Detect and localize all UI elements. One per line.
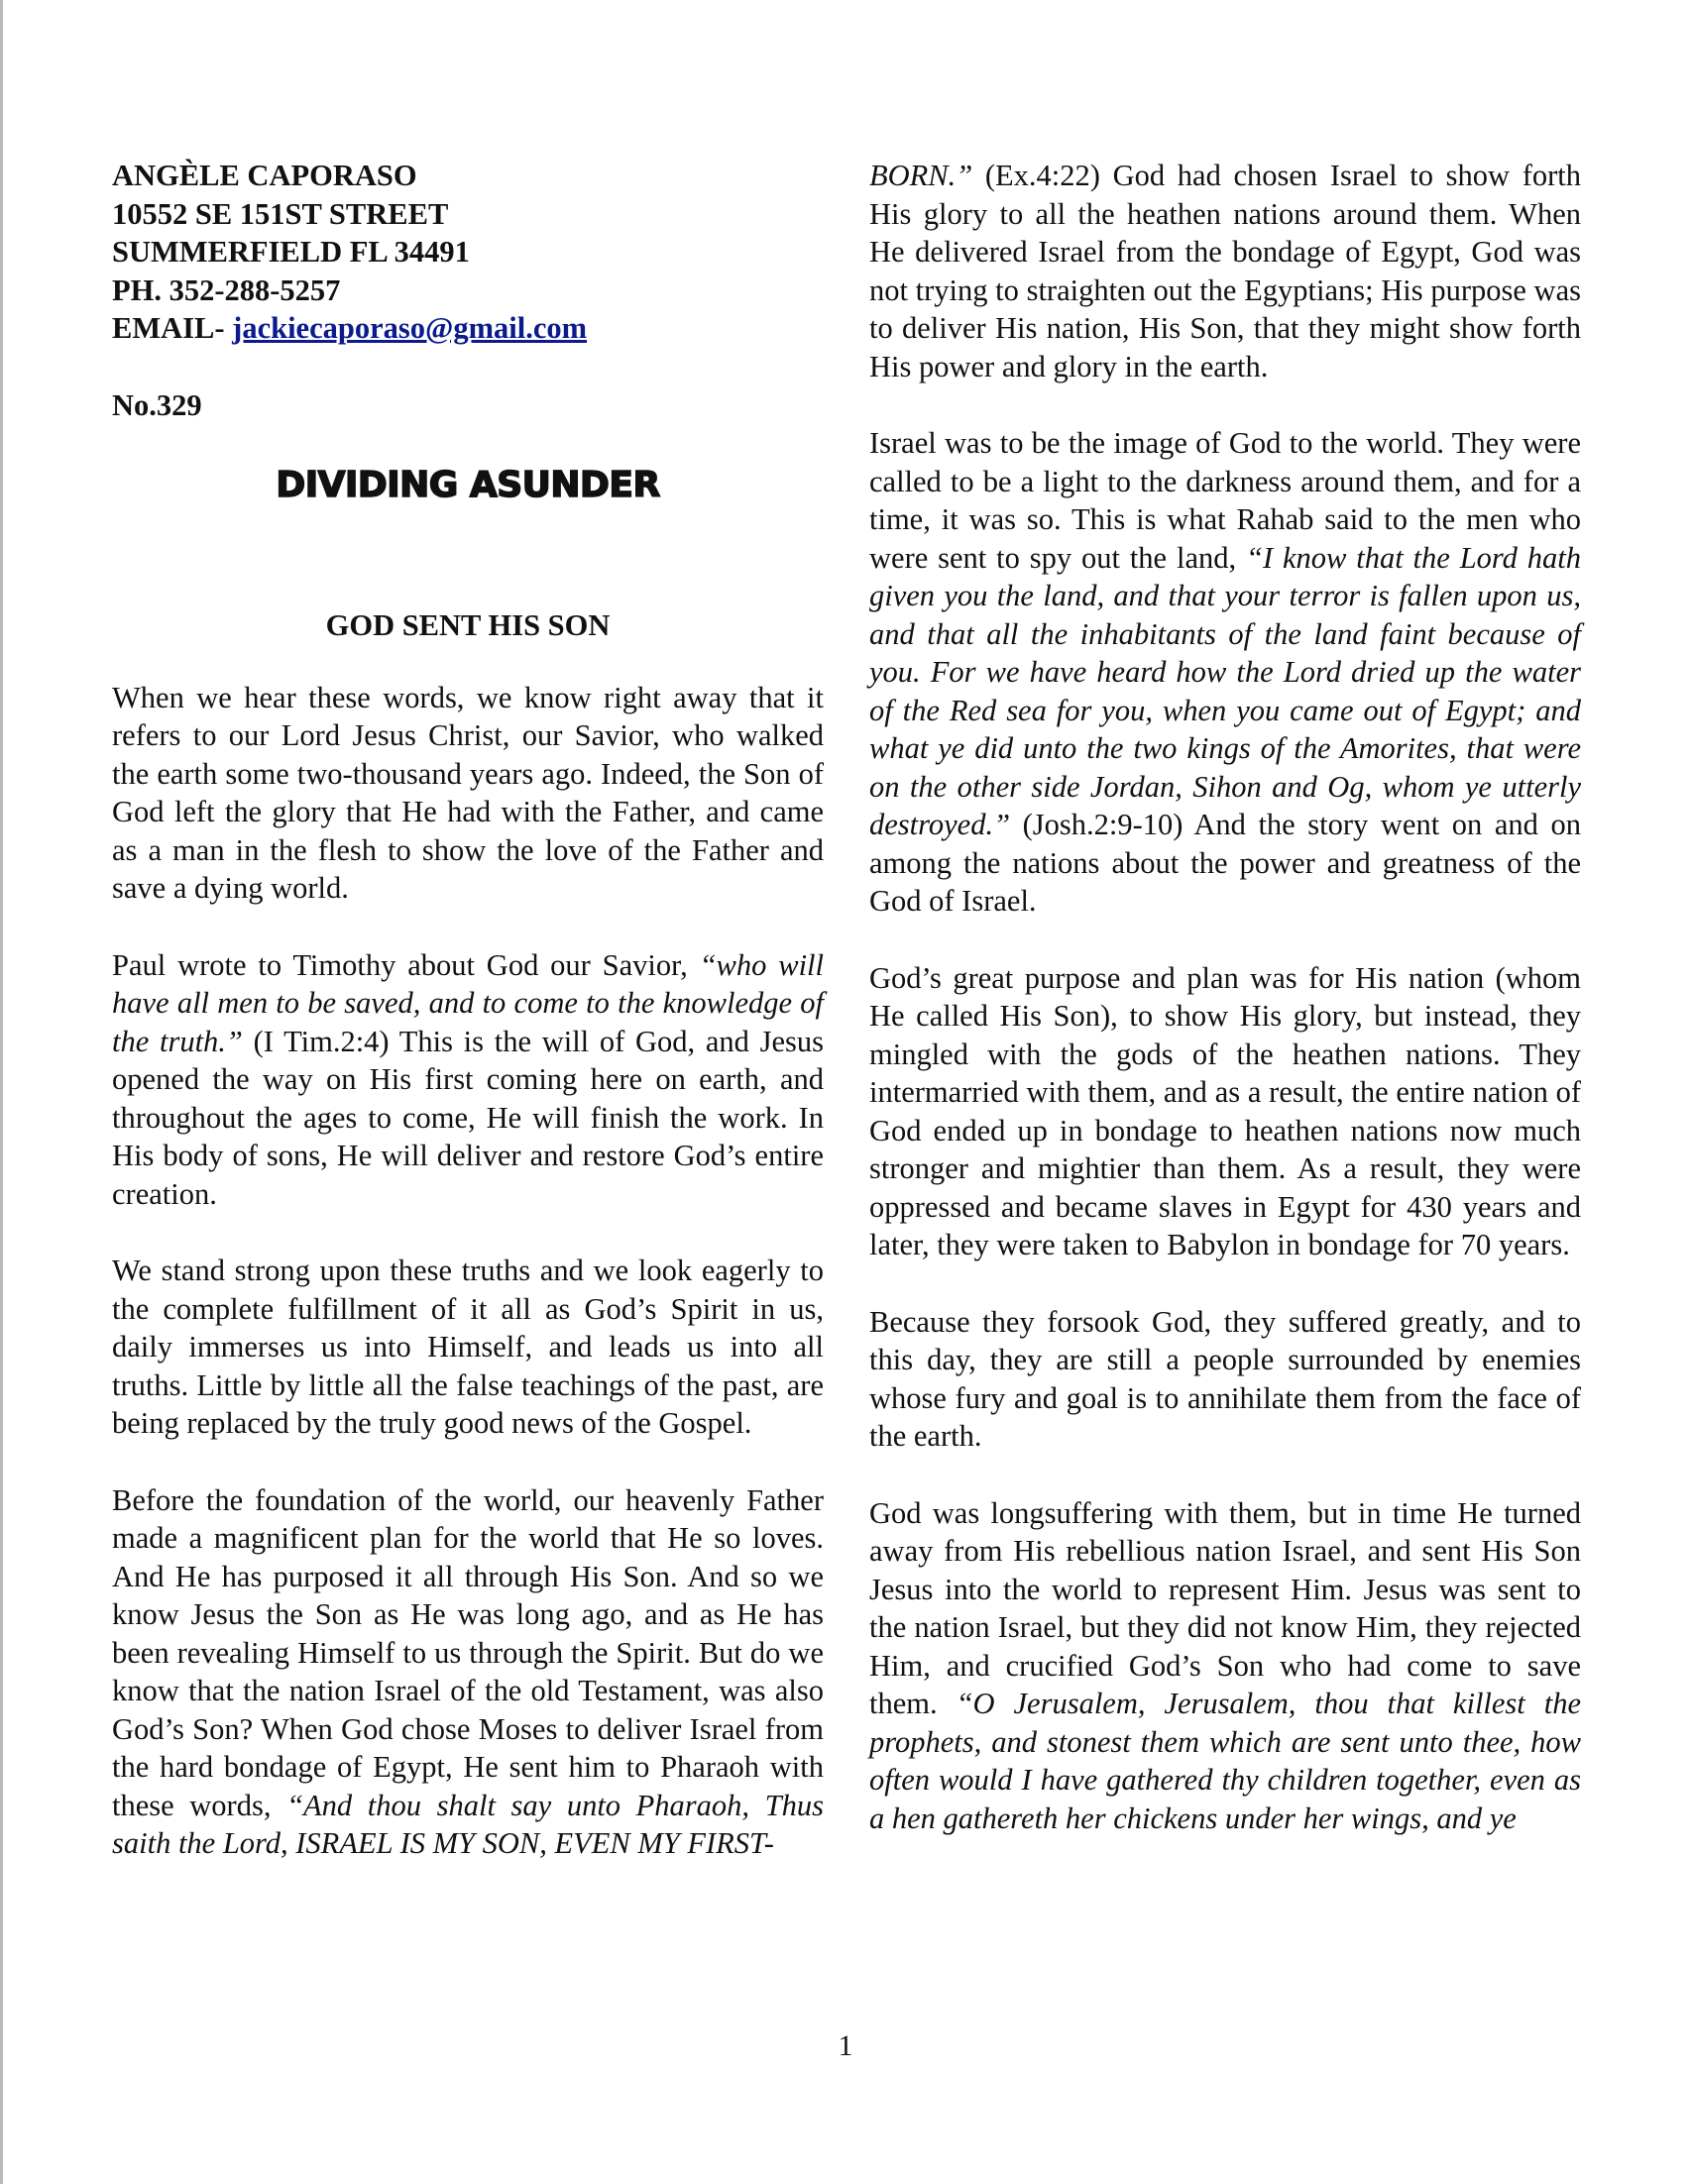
paragraph: God’s great purpose and plan was for His nation (whom He called His Son), to show His glory, but instead, they mingled with the gods of the heathen nations. They intermarried with them, and as a result, the entire nation of God ended up in bondage to heathen nations now much stronger and mightier than them. As a result, they were oppressed and became slaves in Egypt for 430 years and later, they were taken to Babylon in bondage for 70 years. (869, 960, 1581, 1261)
street-address: 10552 SE 151ST STREET (112, 196, 449, 231)
paragraph: When we hear these words, we know right away that it refers to our Lord Jesus Christ, our Savior, who walked the earth some two-thousand years ago. Indeed, the Son of God left the glory that He had with the Father, and came as a man in the flesh to show the love of the Father and save a dying world. (112, 680, 824, 905)
page-edge (0, 0, 3, 2184)
email-label: EMAIL- (112, 311, 233, 345)
page-number: 1 (838, 2029, 853, 2062)
paragraph: BORN.” (Ex.4:22) God had chosen Israel to show forth His glory to all the heathen nations around them. When He delivered Israel from the bondage of Egypt, God was not trying to straighten out the Egyptians; His purpose was to deliver His nation, His Son, that they might show forth His power and glory in the earth. (869, 159, 1581, 383)
issue-number: No.329 (112, 387, 202, 422)
section-heading: GOD SENT HIS SON (325, 608, 611, 642)
scripture-quote: “O Jerusalem, Jerusalem, thou that killest the prophets, and stonest them which are sent unto thee, how often would I have gathered thy children together, even as a hen gathereth her chickens under her wings, and ye (869, 1687, 1581, 1835)
right-column (869, 157, 1581, 1876)
email-line (112, 309, 824, 348)
scripture-quote: “who will have all men to be saved, and to come to the knowledge of the truth.” (112, 947, 824, 1058)
paragraph: Israel was to be the image of God to the world. They were called to be a light to the darkness around them, and for a time, it was so. This is what Rahab said to the men who were sent to spy out the land, “I know that the Lord hath given you the land, and that your terror is fallen upon us, and that all the inhabitants of the land faint because of you. For we have heard how the Lord dried up the water of the Red sea for you, when you came out of Egypt; and what ye did unto the two kings of the Amorites, that were on the other side Jordan, Sihon and Og, whom ye utterly destroyed.” (Josh.2:9-10) And the story went on and on among the nations about the power and greatness of the God of Israel. (869, 426, 1581, 918)
left-column (112, 157, 824, 1902)
email-link[interactable]: jackiecaporaso@gmail.com (232, 311, 588, 345)
paragraph: Paul wrote to Timothy about God our Savior, “who will have all men to be saved, and to come to the knowledge of the truth.” (I Tim.2:4) This is the will of God, and Jesus opened the way on His first coming here on earth, and throughout the ages to come, He will finish the work. In His body of sons, He will deliver and restore God’s entire creation. (112, 947, 824, 1211)
author-name: ANGÈLE CAPORASO (112, 159, 417, 192)
address-block (112, 157, 824, 348)
paragraph: Because they forsook God, they suffered greatly, and to this day, they are still a people surrounded by enemies whose fury and goal is to annihilate them from the face of the earth. (869, 1304, 1581, 1453)
paragraph: We stand strong upon these truths and we look eagerly to the complete fulfillment of it all as God’s Spirit in us, daily immerses us into Himself, and leads us into all truths. Little by little all the false teachings of the past, are being replaced by the truly good news of the Gospel. (112, 1254, 824, 1440)
paragraph: God was longsuffering with them, but in time He turned away from His rebellious nation Israel, and sent His Son Jesus into the world to represent Him. Jesus was sent to the nation Israel, but they did not know Him, they rejected Him, and crucified God’s Son who had come to save them. “O Jerusalem, Jerusalem, thou that killest the prophets, and stonest them which are sent unto thee, how often would I have gathered thy children together, even as a hen gathereth her chickens under her wings, and ye (869, 1495, 1581, 1835)
scripture-quote: “And thou shalt say unto Pharaoh, Thus saith the Lord, ISRAEL IS MY SON, EVEN MY FIRST- (112, 1788, 824, 1860)
scripture-quote: BORN.” (869, 159, 973, 192)
phone-number: PH. 352-288-5257 (112, 273, 341, 307)
paragraph: Before the foundation of the world, our heavenly Father made a magnificent plan for the world that He so loves. And He has purposed it all through His Son. And so we know Jesus the Son as He was long ago, and as He has been revealing Himself to us through the Spirit. But do we know that the nation Israel of the old Testament, was also God’s Son? When God chose Moses to deliver Israel from the hard bondage of Egypt, He sent him to Pharaoh with these words, “And thou shalt say unto Pharaoh, Thus saith the Lord, ISRAEL IS MY SON, EVEN MY FIRST- (112, 1482, 824, 1860)
city-address: SUMMERFIELD FL 34491 (112, 235, 470, 269)
page-title: DIVIDING ASUNDER (276, 465, 660, 505)
scripture-quote: “I know that the Lord hath given you the land, and that your terror is fallen upon us, and that all the inhabitants of the land faint because of you. For we have heard how the Lord dried up the water of the Red sea for you, when you came out of Egypt; and what ye did unto the two kings of the Amorites, that were on the other side Jordan, Sihon and Og, whom ye utterly destroyed.” (869, 540, 1581, 841)
